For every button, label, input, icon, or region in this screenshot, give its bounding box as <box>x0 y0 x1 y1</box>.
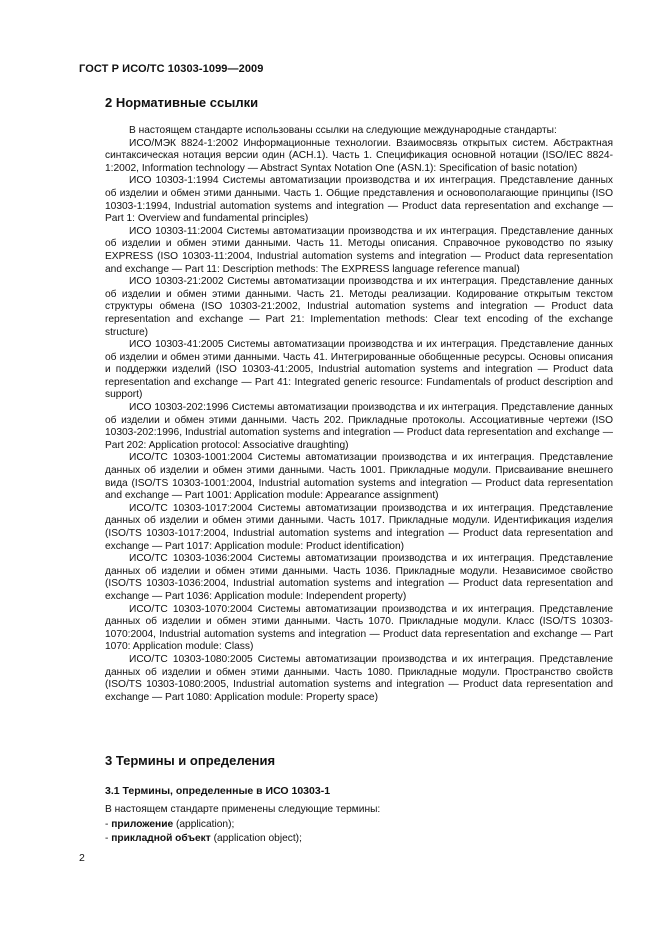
reference-item: ИСО 10303-21:2002 Системы автоматизации производства и их интеграция. Представление данных об изделии и обмен этими данными. Часть 21. Методы реализации. Кодирование открытым текстом структуры обмена (ISO 10303-21:2002, Industrial automation systems and integration — Product data representation and exchange — Part 21: Implementation methods: Clear text encoding of the exchange structure) <box>105 276 613 338</box>
term-item: - приложение (application); <box>105 818 235 830</box>
reference-item: ИСО/ТС 10303-1017:2004 Системы автоматизации производства и их интеграция. Представление данных об изделии и обмен этими данными. Часть 1017. Прикладные модули. Идентификация изделия (ISO/TS 10303-1017:2004, Industrial automation systems and integration — Product data representation and exchange — Part 1017: Application module: Product identification) <box>105 502 613 552</box>
page-number: 2 <box>79 852 85 864</box>
term-name: прикладной объект <box>111 833 211 844</box>
reference-item: ИСО 10303-41:2005 Системы автоматизации производства и их интеграция. Представление данных об изделии и обмен этими данными. Часть 41. Интегрированные обобщенные ресурсы. Основы описания и поддержки изделий (ISO 10303-41:2005, Industrial automation systems and integration — Product data representation and exchange — Part 41: Integrated generic resource: Fundamentals of product description and support) <box>105 339 613 401</box>
section-2-body <box>105 125 613 704</box>
term-name: приложение <box>111 818 174 830</box>
reference-item: ИСО 10303-202:1996 Системы автоматизации производства и их интеграция. Представление данных об изделии и обмен этими данными. Часть 202. Прикладные протоколы. Ассоциативные чертежи (ISO 10303-202:1996, Industrial automation systems and integration — Product data representation and exchange — Part 202: Application protocol: Associative draughting) <box>105 402 613 451</box>
reference-item: ИСО/ТС 10303-1001:2004 Системы автоматизации производства и их интеграция. Представление данных об изделии и обмен этими данными. Часть 1001. Прикладные модули. Присваивание внешнего вида (ISO/TS 10303-1001:2004, Industrial automation systems and integration — Product data representation and exchange — Part 1001: Application module: Appearance assignment) <box>105 452 613 502</box>
section-3-title: 3 Термины и определения <box>105 753 276 768</box>
reference-item: ИСО/ТС 10303-1080:2005 Системы автоматизации производства и их интеграция. Представление данных об изделии и обмен этими данными. Часть 1080. Прикладные модули. Пространство свойств (ISO/TS 10303-1080:2005, Industrial automation systems and integration — Product data representation and exchange — Part 1080: Application module: Property space) <box>105 653 613 703</box>
reference-item: ИСО 10303-1:1994 Системы автоматизации производства и их интеграция. Представление данных об изделии и обмен этими данными. Часть 1. Общие представления и основополагающие принципы (ISO 10303-1:1994, Industrial automation systems and integration — Product data representation and exchange — Part 1: Overview and fundamental principles) <box>105 175 613 225</box>
subsection-3-1-title: 3.1 Термины, определенные в ИСО 10303-1 <box>105 785 331 797</box>
document-header: ГОСТ Р ИСО/ТС 10303-1099—2009 <box>79 63 264 75</box>
reference-item: ИСО/ТС 10303-1036:2004 Системы автоматизации производства и их интеграция. Представление данных об изделии и обмен этими данными. Часть 1036. Прикладные модули. Независимое свойство (ISO/TS 10303-1036:2004, Industrial automation systems and integration — Product data representation and exchange — Part 1036: Application module: Independent property) <box>105 553 613 602</box>
reference-item: ИСО/ТС 10303-1070:2004 Системы автоматизации производства и их интеграция. Представление данных об изделии и обмен этими данными. Часть 1070. Прикладные модули. Класс (ISO/TS 10303-1070:2004, Industrial automation systems and integration — Product data representation and exchange — Part 1070: Application module: Class) <box>105 603 613 653</box>
reference-item: ИСО/МЭК 8824-1:2002 Информационные технологии. Взаимосвязь открытых систем. Абстрактная синтаксическая нотация версии один (АСН.1). Часть 1. Спецификация основной нотации (ISO/IEC 8824-1:2002, Information technology — Abstract Syntax Notation One (ASN.1): Specification of basic notation) <box>105 137 613 174</box>
terms-intro: В настоящем стандарте применены следующие термины: <box>105 804 381 815</box>
section-2-title: 2 Нормативные ссылки <box>105 95 259 110</box>
terms-list <box>105 803 613 847</box>
reference-item: ИСО 10303-11:2004 Системы автоматизации производства и их интеграция. Представление данных об изделии и обмен этими данными. Часть 11. Методы описания. Справочное руководство по языку EXPRESS (ISO 10303-11:2004, Industrial automation systems and integration — Product data representation and exchange — Part 11: Description methods: The EXPRESS language reference manual) <box>105 225 613 275</box>
section-2-intro: В настоящем стандарте использованы ссылки на следующие международные стандарты: <box>129 125 557 136</box>
term-item: - прикладной объект (application object); <box>105 833 302 844</box>
